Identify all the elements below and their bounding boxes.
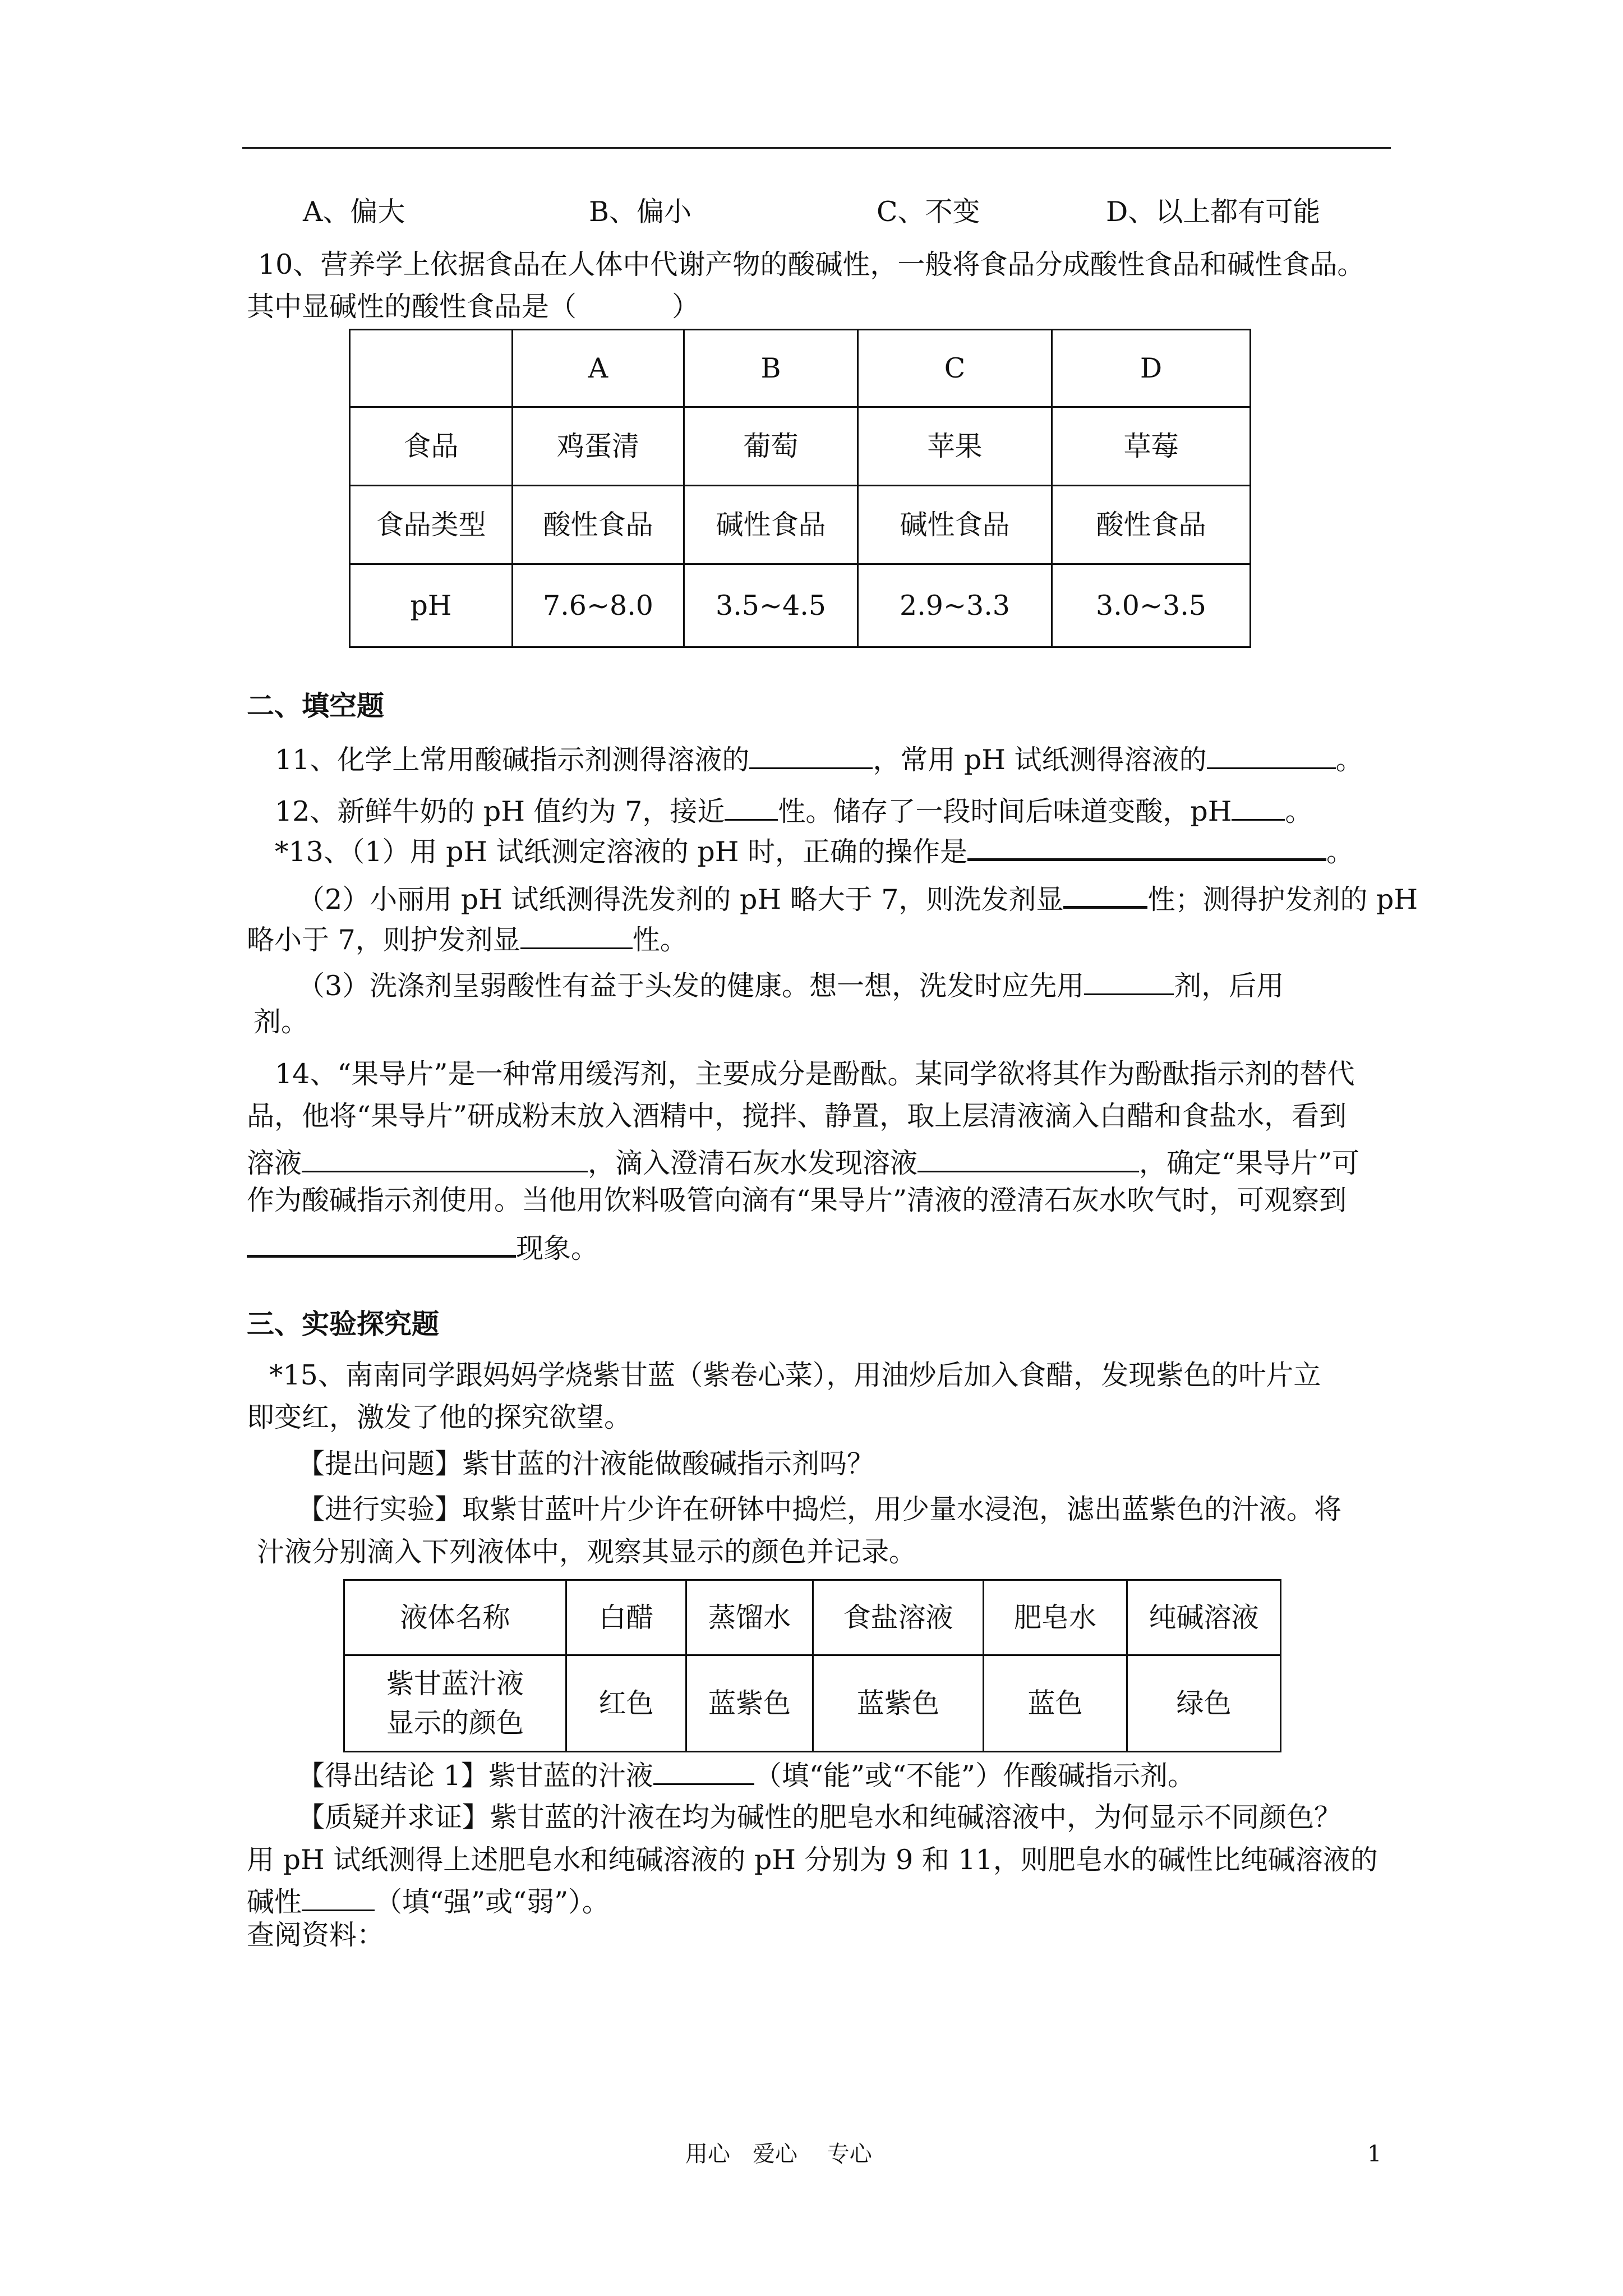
table-cell: 肥皂水 (984, 1580, 1127, 1655)
q15-text: 【得出结论 1】紫甘蓝的汁液 (297, 1760, 653, 1792)
table-cell: 酸性食品 (1052, 486, 1251, 564)
choice-d: D、以上都有可能 (1106, 196, 1321, 228)
table-cell: 草莓 (1052, 407, 1251, 486)
table-cell: 红色 (566, 1655, 686, 1752)
q15-doubt-1: 【质疑并求证】紫甘蓝的汁液在均为碱性的肥皂水和纯碱溶液中，为何显示不同颜色？ (297, 1801, 1342, 1833)
q13-text: 性；测得护发剂的 pH (1147, 884, 1418, 915)
q13-part-3 (297, 964, 1284, 1003)
table-row (344, 1580, 1281, 1655)
q13-part-2-cont (247, 918, 688, 957)
q15-conclusion (297, 1754, 1195, 1793)
q11-line (275, 738, 1363, 777)
section-2-title: 二、填空题 (247, 689, 385, 722)
q13-text: 性。 (632, 924, 688, 956)
answer-blank (653, 1754, 754, 1785)
q10-line-1: 10、营养学上依据食品在人体中代谢产物的酸碱性，一般将食品分成酸性食品和碱性食品。 (258, 249, 1365, 280)
q14-text: 溶液 (247, 1147, 302, 1179)
table-row (344, 1655, 1281, 1752)
table-row (350, 330, 1251, 407)
q13-part-1 (275, 829, 1354, 869)
answer-blank (1207, 738, 1336, 769)
table-cell: 白醋 (566, 1580, 686, 1655)
row-label: 紫甘蓝汁液 (386, 1667, 524, 1700)
table-row (350, 564, 1251, 647)
q14-line-1: 14、“果导片”是一种常用缓泻剂，主要成分是酚酞。某同学欲将其作为酚酞指示剂的替代 (275, 1058, 1355, 1090)
answer-blank (917, 1142, 1139, 1172)
q14-text: ，确定“果导片”可 (1139, 1147, 1360, 1179)
table-cell: 蓝色 (984, 1655, 1127, 1752)
q13-text: （3）洗涤剂呈弱酸性有益于头发的健康。想一想，洗发时应先用 (297, 970, 1085, 1002)
q14-text: 现象。 (516, 1232, 599, 1264)
table-cell: 蓝紫色 (813, 1655, 984, 1752)
table-cell: 葡萄 (684, 407, 858, 486)
q15-line-2: 即变红，激发了他的探究欲望。 (247, 1401, 632, 1433)
q15-text: 碱性 (247, 1886, 302, 1918)
q15-line-1: *15、南南同学跟妈妈学烧紫甘蓝（紫卷心菜），用油炒后加入食醋，发现紫色的叶片立 (269, 1359, 1321, 1391)
table-cell: 碱性食品 (858, 486, 1052, 564)
q14-line-4: 作为酸碱指示剂使用。当他用饮料吸管向滴有“果导片”清液的澄清石灰水吹气时，可观察到 (247, 1184, 1347, 1216)
q11-text-a: 11、化学上常用酸碱指示剂测得溶液的 (275, 744, 750, 776)
answer-blank (725, 790, 778, 821)
row-label: 显示的颜色 (386, 1706, 524, 1739)
q11-text-c: 。 (1335, 744, 1363, 776)
table-cell: 3.0~3.5 (1052, 564, 1251, 647)
food-ph-table (349, 329, 1251, 648)
q15-lookup: 查阅资料： (247, 1919, 385, 1951)
answer-blank (1084, 964, 1174, 995)
table-cell: 液体名称 (344, 1580, 566, 1655)
choice-a: A、偏大 (303, 196, 405, 228)
q13-text: 。 (1326, 836, 1354, 868)
answer-blank (520, 918, 633, 949)
table-cell: pH (350, 564, 513, 647)
table-cell: 7.6~8.0 (513, 564, 684, 647)
q13-part-3-cont: 剂。 (253, 1006, 309, 1038)
table-cell: 纯碱溶液 (1127, 1580, 1281, 1655)
table-cell: A (513, 330, 684, 407)
section-3-title: 三、实验探究题 (247, 1308, 440, 1340)
answer-blank (967, 829, 1326, 861)
table-cell (350, 330, 513, 407)
q13-part-2 (297, 877, 1418, 917)
q14-text: ，滴入澄清石灰水发现溶液 (588, 1147, 918, 1179)
table-cell: C (858, 330, 1052, 407)
choice-c: C、不变 (877, 196, 980, 228)
q10-line-2-text: 其中显碱性的酸性食品是（ (247, 291, 577, 323)
table-cell: 苹果 (858, 407, 1052, 486)
answer-blank (302, 1142, 588, 1172)
footer-motto: 用心 爱心 专心 (685, 2141, 872, 2167)
table-cell (344, 1655, 566, 1752)
q12-text-b: 性。储存了一段时间后味道变酸，pH (778, 795, 1232, 827)
table-cell: 鸡蛋清 (513, 407, 684, 486)
q12-text-c: 。 (1285, 795, 1313, 827)
q11-text-b: ，常用 pH 试纸测得溶液的 (873, 744, 1207, 776)
q15-question: 【提出问题】紫甘蓝的汁液能做酸碱指示剂吗？ (297, 1448, 875, 1480)
q10-line-2-close: ） (672, 291, 700, 323)
q14-line-5 (247, 1226, 598, 1266)
choice-b: B、偏小 (589, 196, 692, 228)
q14-line-2: 品，他将“果导片”研成粉末放入酒精中，搅拌、静置，取上层清液滴入白醋和食盐水，看到 (247, 1100, 1347, 1132)
answer-blank (749, 738, 873, 769)
q13-text: 略小于 7，则护发剂显 (247, 924, 520, 956)
q15-experiment-1: 【进行实验】取紫甘蓝叶片少许在研钵中捣烂，用少量水浸泡，滤出蓝紫色的汁液。将 (297, 1493, 1342, 1525)
q13-text: 剂，后用 (1174, 970, 1284, 1002)
header-rule (242, 147, 1391, 149)
q15-text: （填“能”或“不能”）作酸碱指示剂。 (754, 1760, 1195, 1792)
q12-text-a: 12、新鲜牛奶的 pH 值约为 7，接近 (275, 795, 725, 827)
table-cell: 绿色 (1127, 1655, 1281, 1752)
table-cell: 2.9~3.3 (858, 564, 1052, 647)
q15-doubt-2: 用 pH 试纸测得上述肥皂水和纯碱溶液的 pH 分别为 9 和 11，则肥皂水的碱性比纯碱溶液的 (247, 1844, 1378, 1876)
q14-line-3 (247, 1142, 1359, 1180)
q15-text: （填“强”或“弱”）。 (375, 1886, 610, 1918)
q15-experiment-2: 汁液分别滴入下列液体中，观察其显示的颜色并记录。 (257, 1536, 917, 1568)
q13-text: *13、（1）用 pH 试纸测定溶液的 pH 时，正确的操作是 (275, 836, 968, 868)
table-cell: B (684, 330, 858, 407)
table-cell: 碱性食品 (684, 486, 858, 564)
table-cell: 酸性食品 (513, 486, 684, 564)
answer-blank (1063, 877, 1147, 909)
page-number: 1 (1367, 2141, 1382, 2167)
q10-line-2 (247, 290, 699, 324)
table-cell: 蓝紫色 (686, 1655, 813, 1752)
q12-line (275, 790, 1312, 829)
table-cell: D (1052, 330, 1251, 407)
table-row (350, 486, 1251, 564)
answer-blank (1232, 790, 1285, 821)
table-cell: 食品类型 (350, 486, 513, 564)
table-cell: 蒸馏水 (686, 1580, 813, 1655)
answer-blank (247, 1226, 516, 1258)
q15-doubt-3 (247, 1880, 610, 1919)
answer-blank (302, 1880, 375, 1911)
cabbage-color-table (343, 1579, 1281, 1752)
q13-text: （2）小丽用 pH 试纸测得洗发剂的 pH 略大于 7，则洗发剂显 (297, 884, 1064, 915)
table-cell: 食品 (350, 407, 513, 486)
table-cell: 食盐溶液 (813, 1580, 984, 1655)
table-cell: 3.5~4.5 (684, 564, 858, 647)
table-row (350, 407, 1251, 486)
